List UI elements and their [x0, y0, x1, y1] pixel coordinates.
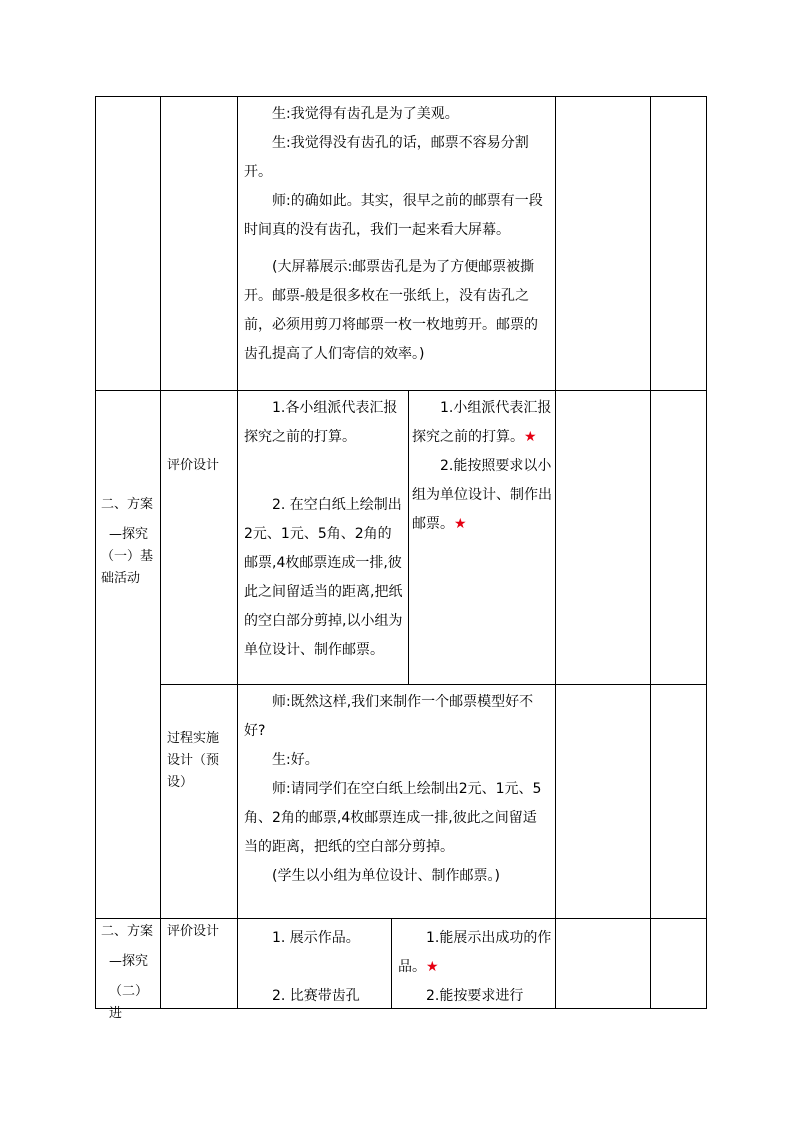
dialogue-line: 生:我觉得有齿孔是为了美观。: [272, 106, 459, 122]
criteria-cell: [412, 394, 552, 539]
criteria-text: 2.能按照要求以小组为单位设计、制作出邮票。: [412, 458, 552, 532]
process-label-line: 设计（预: [167, 753, 220, 768]
criteria-cell: [398, 924, 552, 1011]
process-label-line: 设）: [167, 775, 194, 790]
task-cell: [244, 924, 388, 1011]
process-line: 师:请同学们在空白纸上绘制出2元、1元、5角、2角的邮票,4枚邮票连成一排,彼此之间留适当的距离，把纸的空白部分剪掉。: [244, 781, 542, 855]
section-label: [101, 494, 159, 590]
dialogue-block: [244, 100, 550, 369]
process-line: 生:好。: [272, 752, 319, 768]
section-label: [101, 921, 159, 1025]
process-design-label: [167, 728, 235, 794]
task-cell: [244, 394, 404, 665]
process-line: (学生以小组为单位设计、制作邮票。): [272, 868, 500, 884]
task-item: 2. 在空白纸上绘制出2元、1元、5角、2角的邮票,4枚邮票连成一排,彼此之间留适当的距离,把纸的空白部分剪掉,以小组为单位设计、制作邮票。: [244, 497, 403, 658]
dialogue-line: 生:我觉得没有齿孔的话，邮票不容易分割开。: [244, 135, 529, 180]
section-label-line: —探究: [109, 954, 149, 969]
task-item: 2. 比赛带齿孔: [272, 988, 360, 1004]
section-label-line: 础活动: [101, 571, 141, 586]
process-line: 师:既然这样,我们来制作一个邮票模型好不好?: [244, 694, 534, 739]
section-label-line: —探究: [109, 527, 149, 542]
eval-design-label: 评价设计: [167, 924, 220, 939]
process-block: [244, 688, 550, 891]
criteria-item: [412, 394, 552, 452]
criteria-item: 2.能按要求进行: [426, 988, 524, 1004]
dialogue-line: 师:的确如此。其实，很早之前的邮票有一段时间真的没有齿孔，我们一起来看大屏幕。: [244, 193, 543, 238]
task-item: 1. 展示作品。: [272, 930, 360, 946]
section-label-line: （一）基: [101, 549, 154, 564]
star-icon: ★: [524, 429, 537, 445]
criteria-item: [398, 924, 552, 982]
criteria-item: [412, 452, 552, 539]
process-label-line: 过程实施: [167, 731, 220, 746]
criteria-text: 1.小组派代表汇报探究之前的打算。: [412, 400, 552, 445]
section-label-line: （二）进: [109, 984, 149, 1021]
star-icon: ★: [426, 959, 439, 975]
star-icon: ★: [454, 516, 467, 532]
task-item: 1.各小组派代表汇报探究之前的打算。: [244, 400, 398, 445]
eval-design-label: 评价设计: [167, 458, 220, 473]
section-label-line: 二、方案: [101, 497, 154, 512]
dialogue-line: (大屏幕展示:邮票齿孔是为了方便邮票被撕开。邮票-般是很多枚在一张纸上，没有齿孔之前，必须用剪刀将邮票一枚一枚地剪开。邮票的齿孔提高了人们寄信的效率。): [244, 259, 538, 362]
section-label-line: 二、方案: [101, 924, 154, 939]
criteria-text: 1.能展示出成功的作品。: [398, 930, 552, 975]
